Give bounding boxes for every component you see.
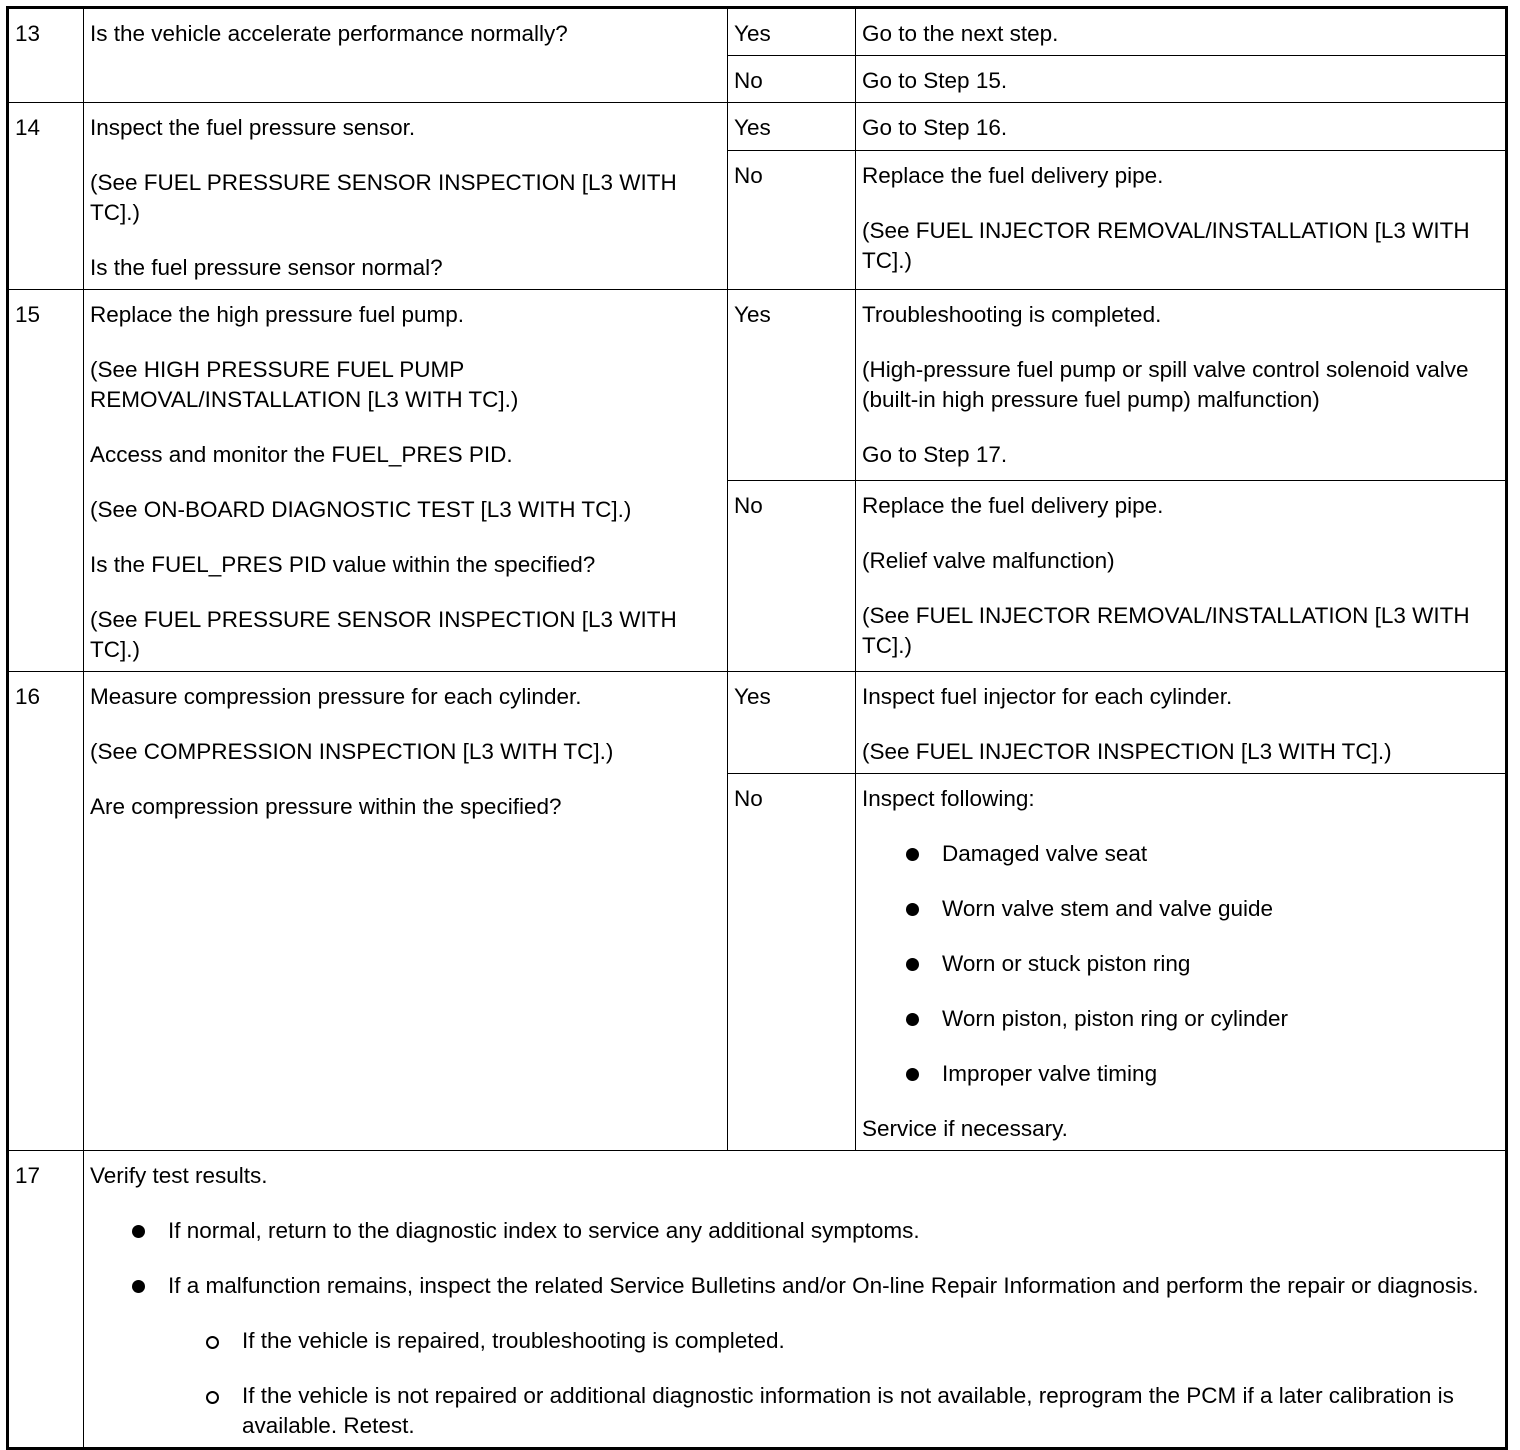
result-no-action: [856, 56, 1507, 103]
list-item: Worn valve stem and valve guide: [906, 894, 1499, 924]
step-action: [84, 672, 728, 1151]
result-text: Replace the fuel delivery pipe.: [862, 493, 1164, 518]
step-13-row-yes: [8, 8, 1507, 56]
result-no-label: No: [728, 56, 856, 103]
step-17-row: [8, 1151, 1507, 1449]
step-number: 17: [8, 1151, 84, 1449]
result-yes-label: Yes: [728, 8, 856, 56]
step-16-row-yes: [8, 672, 1507, 774]
result-yes-action: [856, 672, 1507, 774]
result-text: Go to Step 16.: [862, 115, 1008, 140]
inspection-list: [862, 839, 1499, 1089]
result-text: Go to the next step.: [862, 21, 1059, 46]
action-text: Replace the high pressure fuel pump.: [90, 302, 464, 327]
result-text: Go to Step 15.: [862, 68, 1008, 93]
step-action: [84, 290, 728, 672]
action-text: (See COMPRESSION INSPECTION [L3 WITH TC].): [90, 739, 614, 764]
action-text: Is the fuel pressure sensor normal?: [90, 255, 443, 280]
result-text: (High-pressure fuel pump or spill valve control solenoid valve (built-in high pressure fuel pump) malfunction): [862, 357, 1469, 412]
sub-list: [168, 1326, 1499, 1441]
step-number: 13: [8, 8, 84, 103]
action-text: (See FUEL PRESSURE SENSOR INSPECTION [L3 WITH TC].): [90, 607, 677, 662]
list-item: Worn piston, piston ring or cylinder: [906, 1004, 1499, 1034]
step-14-row-yes: [8, 103, 1507, 151]
list-item: Damaged valve seat: [906, 839, 1499, 869]
result-no-label: No: [728, 151, 856, 290]
verify-list: [90, 1216, 1499, 1441]
result-yes-action: [856, 103, 1507, 151]
result-text: (See FUEL INJECTOR INSPECTION [L3 WITH TC].): [862, 739, 1392, 764]
step-action: [84, 1151, 1507, 1449]
result-text: Troubleshooting is completed.: [862, 302, 1162, 327]
result-text: Replace the fuel delivery pipe.: [862, 163, 1164, 189]
action-text: (See ON-BOARD DIAGNOSTIC TEST [L3 WITH TC].): [90, 497, 632, 522]
step-action: [84, 103, 728, 290]
result-text: Inspect fuel injector for each cylinder.: [862, 684, 1233, 709]
result-yes-action: [856, 290, 1507, 481]
action-text: Measure compression pressure for each cylinder.: [90, 684, 582, 709]
result-text: Inspect following:: [862, 786, 1035, 811]
step-number: 16: [8, 672, 84, 1151]
diagnostic-procedure-table: [6, 6, 1508, 1450]
result-text: Service if necessary.: [862, 1116, 1068, 1141]
list-item: Improper valve timing: [906, 1059, 1499, 1089]
result-no-action: [856, 151, 1507, 290]
result-yes-label: Yes: [728, 290, 856, 481]
list-item-text: If a malfunction remains, inspect the related Service Bulletins and/or On-line Repair Information and perform the repair or diagnosis.: [168, 1273, 1479, 1298]
result-no-action: [856, 774, 1507, 1151]
result-text: (See FUEL INJECTOR REMOVAL/INSTALLATION [L3 WITH TC].): [862, 218, 1470, 274]
result-no-label: No: [728, 481, 856, 672]
step-number: 14: [8, 103, 84, 290]
result-yes-action: [856, 8, 1507, 56]
list-item: [132, 1271, 1499, 1441]
result-no-label: No: [728, 774, 856, 1151]
result-text: Go to Step 17.: [862, 442, 1008, 467]
step-number: 15: [8, 290, 84, 672]
action-text: (See HIGH PRESSURE FUEL PUMP REMOVAL/INSTALLATION [L3 WITH TC].): [90, 357, 519, 412]
result-text: (See FUEL INJECTOR REMOVAL/INSTALLATION [L3 WITH TC].): [862, 603, 1470, 658]
step-15-row-yes: [8, 290, 1507, 481]
result-no-action: [856, 481, 1507, 672]
result-text: (Relief valve malfunction): [862, 548, 1115, 573]
action-text: Are compression pressure within the specified?: [90, 794, 562, 819]
action-text: Is the vehicle accelerate performance normally?: [90, 21, 568, 46]
list-item: Worn or stuck piston ring: [906, 949, 1499, 979]
action-text: Is the FUEL_PRES PID value within the specified?: [90, 552, 596, 577]
sub-list-item: If the vehicle is repaired, troubleshooting is completed.: [206, 1326, 1499, 1356]
result-yes-label: Yes: [728, 103, 856, 151]
step-action: [84, 8, 728, 103]
result-yes-label: Yes: [728, 672, 856, 774]
action-text: Inspect the fuel pressure sensor.: [90, 115, 416, 140]
action-text: (See FUEL PRESSURE SENSOR INSPECTION [L3 WITH TC].): [90, 170, 677, 225]
action-text: Verify test results.: [90, 1163, 268, 1188]
action-text: Access and monitor the FUEL_PRES PID.: [90, 442, 513, 467]
list-item: If normal, return to the diagnostic index to service any additional symptoms.: [132, 1216, 1499, 1246]
sub-list-item: If the vehicle is not repaired or additional diagnostic information is not available, reprogram the PCM if a later calibration is available. Retest.: [206, 1381, 1499, 1441]
